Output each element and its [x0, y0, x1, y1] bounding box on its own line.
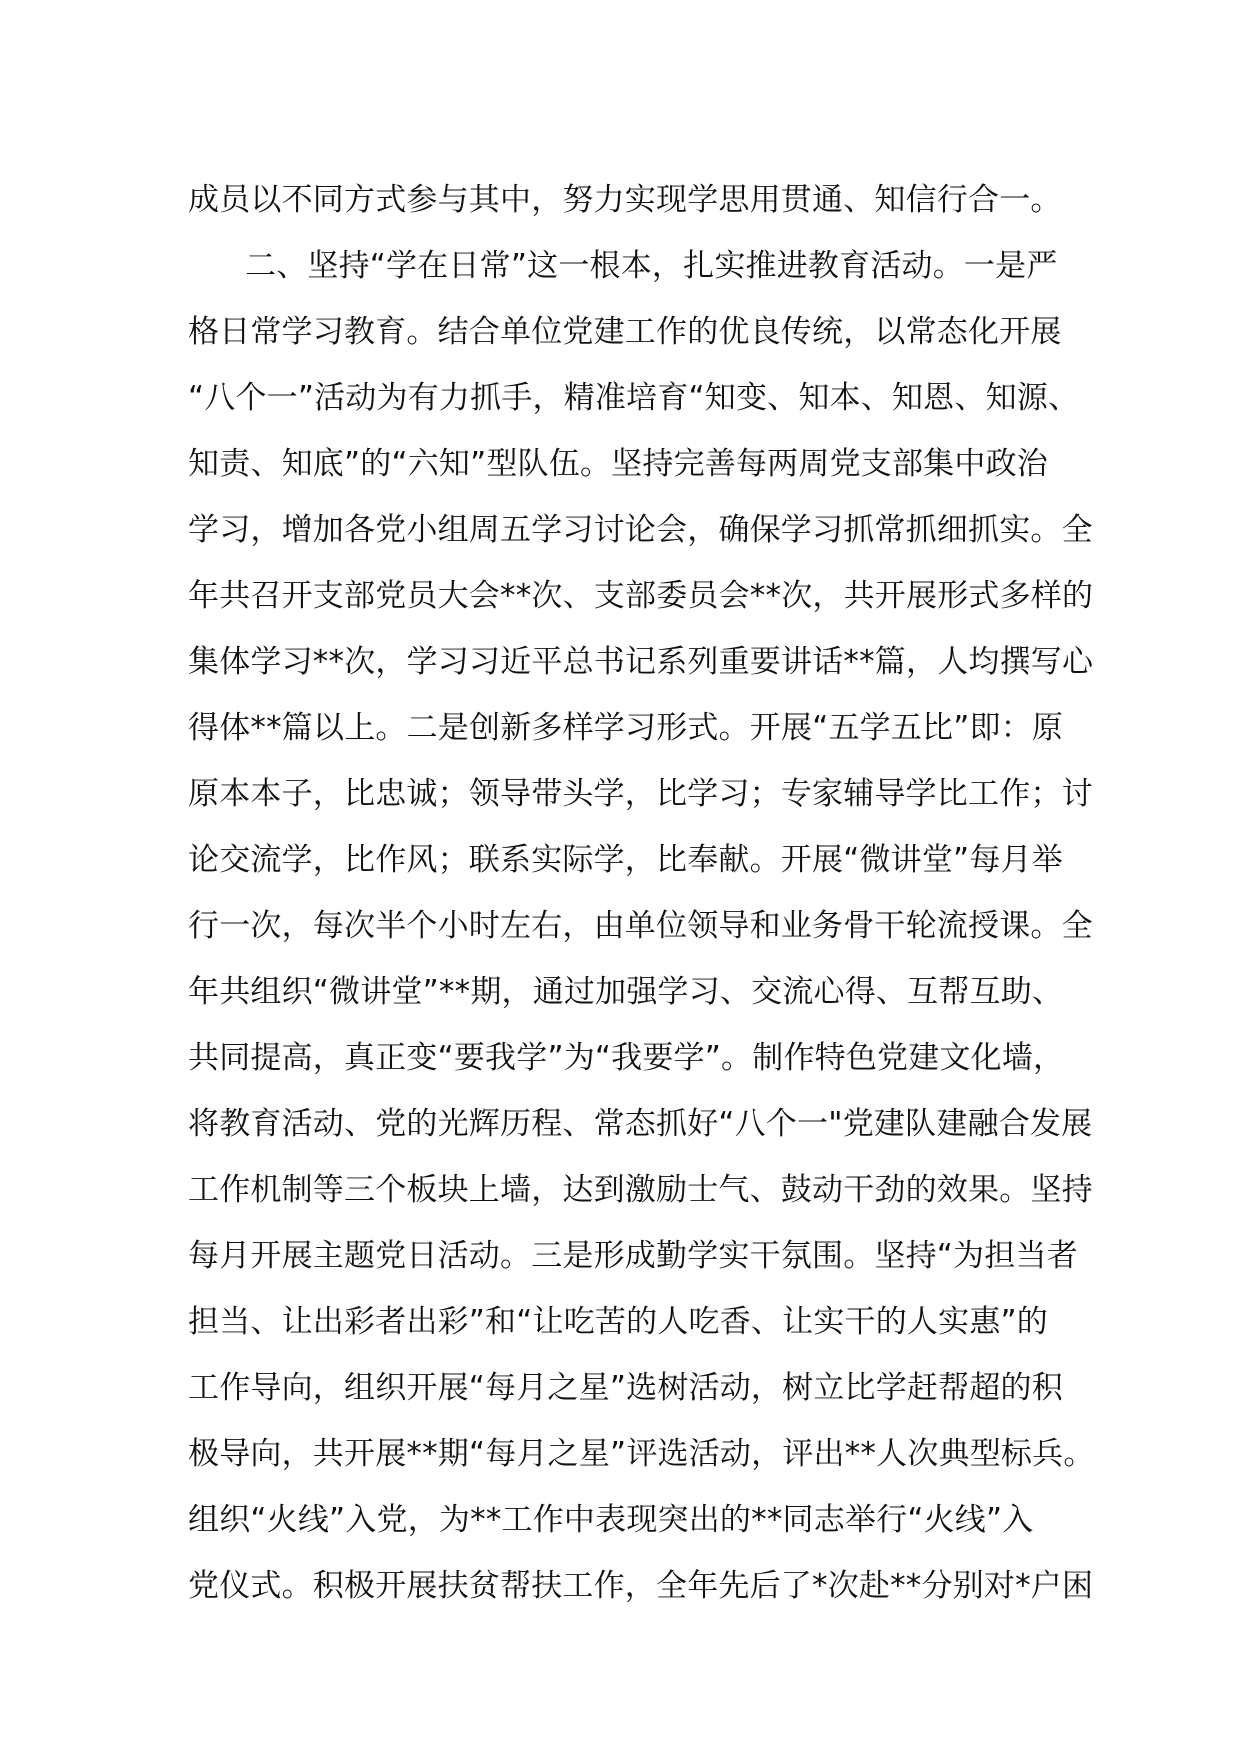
text-line: 得体**篇以上。二是创新多样学习形式。开展“五学五比”即：原 [188, 710, 1064, 746]
text-line: 学习，增加各党小组周五学习讨论会，确保学习抓常抓细抓实。全 [188, 512, 1093, 548]
text-line: “八个一”活动为有力抓手，精准培育“知变、知本、知恩、知源、 [188, 380, 1080, 416]
text-line: 年共召开支部党员大会**次、支部委员会**次，共开展形式多样的 [188, 578, 1094, 614]
text-line: 工作导向，组织开展“每月之星”选树活动，树立比学赶帮超的积 [188, 1370, 1063, 1406]
text-line: 每月开展主题党日活动。三是形成勤学实干氛围。坚持“为担当者 [188, 1238, 1078, 1274]
text-line: 将教育活动、党的光辉历程、常态抓好“八个一"党建队建融合发展 [188, 1106, 1093, 1142]
text-line: 集体学习**次，学习习近平总书记系列重要讲话**篇，人均撰写心 [188, 644, 1094, 680]
text-line: 担当、让出彩者出彩”和“让吃苦的人吃香、让实干的人实惠”的 [188, 1304, 1048, 1340]
paragraph-start-line: 二、坚持“学在日常”这一根本，扎实推进教育活动。一是严 [245, 248, 1058, 284]
body-text [188, 167, 1095, 1619]
text-line: 格日常学习教育。结合单位党建工作的优良传统，以常态化开展 [188, 314, 1062, 350]
text-line: 论交流学，比作风；联系实际学，比奉献。开展“微讲堂”每月举 [188, 842, 1063, 878]
text-line: 成员以不同方式参与其中，努力实现学思用贯通、知信行合一。 [188, 182, 1062, 218]
text-line: 知责、知底”的“六知”型队伍。坚持完善每两周党支部集中政治 [188, 446, 1048, 482]
text-line: 组织“火线”入党，为**工作中表现突出的**同志举行“火线”入 [188, 1502, 1034, 1538]
text-line: 党仪式。积极开展扶贫帮扶工作，全年先后了*次赴**分别对*户困 [188, 1568, 1094, 1604]
text-line: 共同提高，真正变“要我学”为“我要学”。制作特色党建文化墙， [188, 1040, 1065, 1076]
text-line: 行一次，每次半个小时左右，由单位领导和业务骨干轮流授课。全 [188, 908, 1093, 944]
text-line: 年共组织“微讲堂”**期，通过加强学习、交流心得、互帮互助、 [188, 974, 1064, 1010]
text-line: 工作机制等三个板块上墙，达到激励士气、鼓动干劲的效果。坚持 [188, 1172, 1093, 1208]
text-line: 原本本子，比忠诚；领导带头学，比学习；专家辅导学比工作；讨 [188, 776, 1093, 812]
text-line: 极导向，共开展**期“每月之星”评选活动，评出**人次典型标兵。 [188, 1436, 1095, 1472]
